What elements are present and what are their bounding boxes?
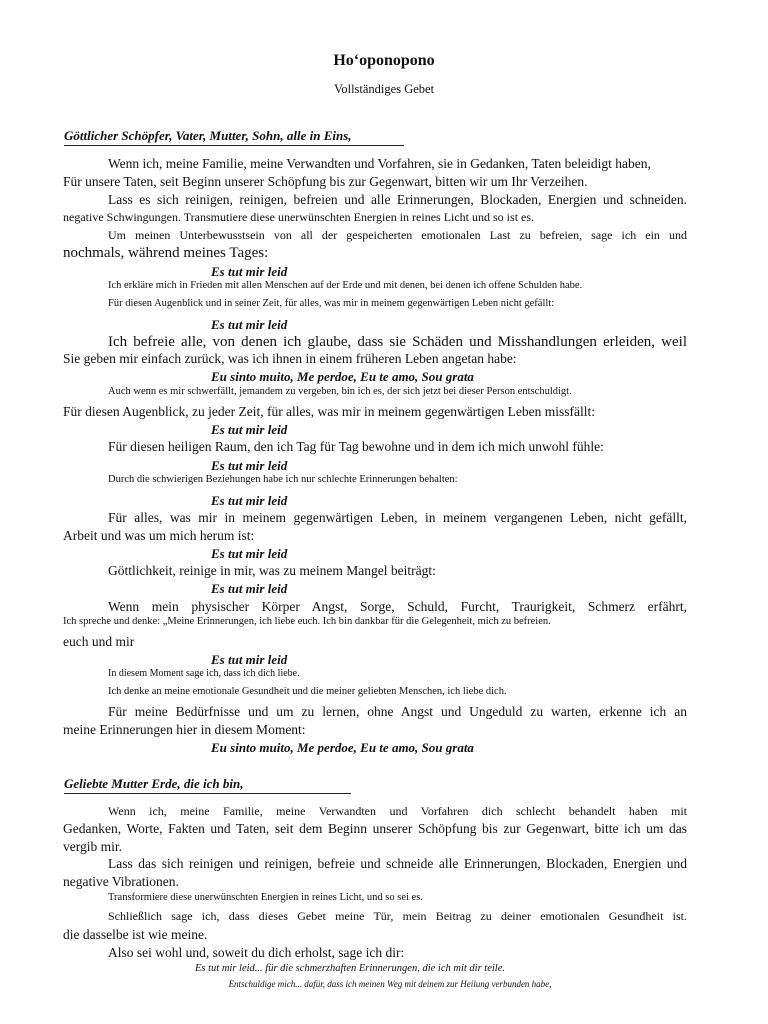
prayer-line: Ich befreie alle, von denen ich glaube, dass sie Schäden und Misshandlungen erleiden, weil (108, 334, 687, 350)
prayer-line: Transformiere diese unerwünschten Energien in reines Licht, und so sei es. (108, 892, 423, 903)
prayer-line: Ich spreche und denke: „Meine Erinnerungen, ich liebe euch. Ich bin dankbar für die Gelegenheit, mich zu befreien. (63, 616, 551, 627)
prayer-line: Für diesen heiligen Raum, den ich Tag für Tag bewohne und in dem ich mich unwohl fühle: (108, 439, 604, 454)
section-heading-mother-earth: Geliebte Mutter Erde, die ich bin, (64, 776, 351, 794)
refrain-line: Eu sinto muito, Me perdoe, Eu te amo, Sou grata (211, 740, 474, 755)
prayer-line: vergib mir. (63, 839, 122, 854)
prayer-line: die dasselbe ist wie meine. (63, 927, 208, 942)
prayer-line: nochmals, während meines Tages: (63, 245, 269, 261)
prayer-line: Wenn ich, meine Familie, meine Verwandten und Vorfahren dich schlecht behandelt haben mit (108, 804, 687, 818)
prayer-line: Ich denke an meine emotionale Gesundheit und die meiner geliebten Menschen, ich liebe dich. (108, 686, 507, 697)
page-subtitle: Vollständiges Gebet (333, 82, 435, 96)
closing-line: Es tut mir leid... für die schmerzhaften Erinnerungen, die ich mit dir teile. (194, 963, 505, 974)
page-title: Hoʻoponopono (333, 52, 435, 69)
prayer-line: meine Erinnerungen hier in diesem Moment: (63, 722, 306, 737)
prayer-line: Sie geben mir einfach zurück, was ich ihnen in einem früheren Leben angetan habe: (63, 351, 517, 366)
prayer-line: Schließlich sage ich, dass dieses Gebet meine Tür, mein Beitrag zu deiner emotionalen Gesundheit ist. (108, 909, 687, 923)
refrain-line: Es tut mir leid (211, 581, 288, 596)
prayer-line: Für meine Bedürfnisse und um zu lernen, ohne Angst und Ungeduld zu warten, erkenne ich an (108, 704, 687, 719)
refrain-line: Es tut mir leid (211, 422, 288, 437)
prayer-line: Gedanken, Worte, Fakten und Taten, seit dem Beginn unserer Schöpfung bis zur Gegenwart, bitte ich um das (63, 821, 687, 836)
refrain-line: Es tut mir leid (211, 493, 288, 508)
prayer-line: Für diesen Augenblick, zu jeder Zeit, für alles, was mir in meinem gegenwärtigen Leben missfällt: (63, 404, 595, 419)
refrain-line: Es tut mir leid (211, 546, 288, 561)
prayer-line: Für alles, was mir in meinem gegenwärtigen Leben, in meinem vergangenen Leben, nicht gefällt, (108, 510, 687, 525)
refrain-line: Es tut mir leid (211, 264, 288, 279)
prayer-line: Auch wenn es mir schwerfällt, jemandem zu vergeben, bin ich es, der sich jetzt bei dieser Person entschuldigt. (108, 386, 572, 397)
section-heading-creator: Göttlicher Schöpfer, Vater, Mutter, Sohn, alle in Eins, (64, 128, 404, 146)
prayer-line: Für unsere Taten, seit Beginn unserer Schöpfung bis zur Gegenwart, bitten wir um Ihr Verzeihen. (63, 174, 588, 189)
prayer-line: Wenn mein physischer Körper Angst, Sorge, Schuld, Furcht, Traurigkeit, Schmerz erfährt, (108, 599, 687, 614)
prayer-line: negative Schwingungen. Transmutiere diese unerwünschten Energien in reines Licht und so ist es. (63, 210, 535, 224)
refrain-line: Es tut mir leid (211, 458, 288, 473)
prayer-line: Also sei wohl und, soweit du dich erholst, sage ich dir: (108, 945, 405, 960)
refrain-line: Es tut mir leid (211, 652, 288, 667)
prayer-line: euch und mir (63, 634, 135, 649)
prayer-line: Wenn ich, meine Familie, meine Verwandten und Vorfahren, sie in Gedanken, Taten beleidigt haben, (108, 156, 651, 171)
prayer-line: Um meinen Unterbewusstsein von all der gespeicherten emotionalen Last zu befreien, sage ich ein und (108, 228, 687, 242)
prayer-line: Ich erkläre mich in Frieden mit allen Menschen auf der Erde und mit denen, bei denen ich offene Schulden habe. (108, 280, 583, 291)
prayer-line: negative Vibrationen. (63, 874, 179, 889)
prayer-line: Durch die schwierigen Beziehungen habe ich nur schlechte Erinnerungen behalten: (108, 474, 458, 485)
refrain-line: Es tut mir leid (211, 317, 288, 332)
prayer-line: Göttlichkeit, reinige in mir, was zu meinem Mangel beiträgt: (108, 563, 436, 578)
closing-line: Entschuldige mich... dafür, dass ich meinen Weg mit deinem zur Heilung verbunden habe, (228, 979, 552, 989)
prayer-line: Für diesen Augenblick und in seiner Zeit, für alles, was mir in meinem gegenwärtigen Leben nicht gefällt: (108, 298, 555, 309)
prayer-line: In diesem Moment sage ich, dass ich dich liebe. (108, 668, 300, 679)
prayer-line: Lass es sich reinigen, reinigen, befreien und alle Erinnerungen, Blockaden, Energien und schneiden. (108, 192, 687, 207)
refrain-line: Eu sinto muito, Me perdoe, Eu te amo, Sou grata (211, 369, 474, 384)
prayer-line: Lass das sich reinigen und reinigen, befreie und schneide alle Erinnerungen, Blockaden, Energien und (108, 856, 687, 871)
prayer-line: Arbeit und was um mich herum ist: (63, 528, 255, 543)
